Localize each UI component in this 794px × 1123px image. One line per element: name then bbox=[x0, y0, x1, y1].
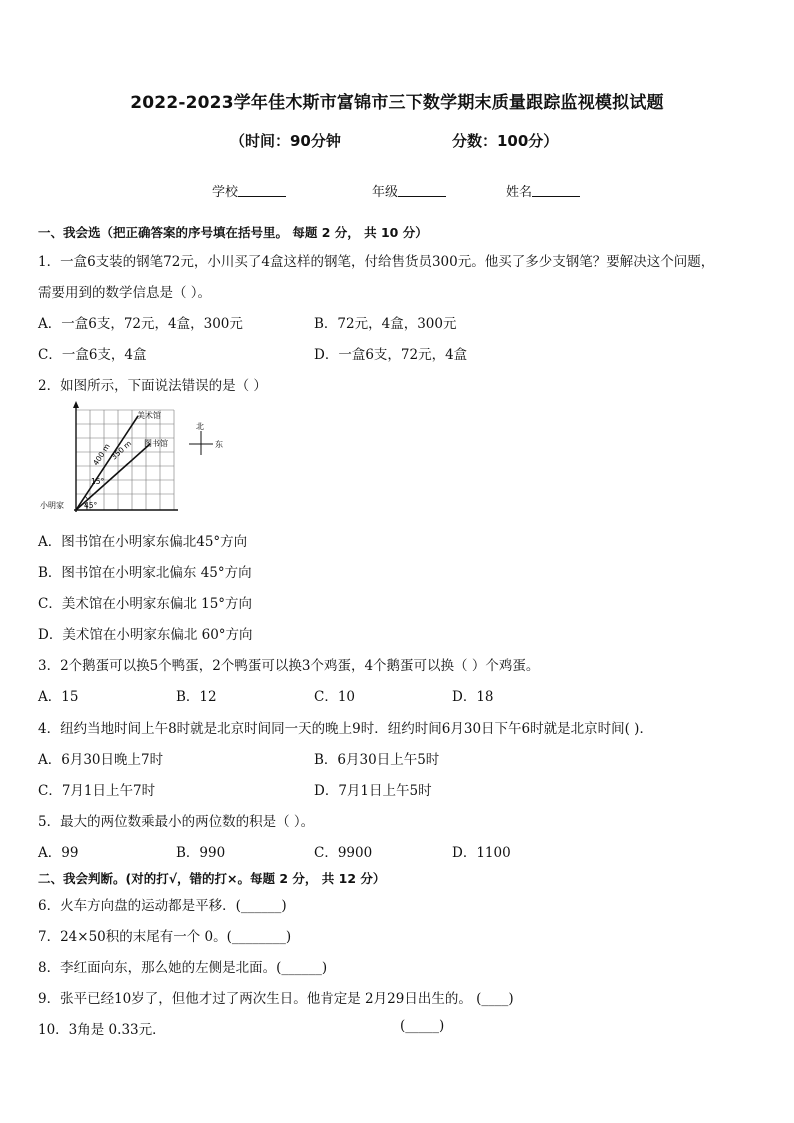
angle-45-label: 45° bbox=[84, 501, 98, 510]
q2-stem: 2．如图所示，下面说法错误的是（ ） bbox=[38, 378, 267, 394]
exam-time: （时间：90分钟 bbox=[230, 132, 341, 150]
distance-library-label: 350 m bbox=[109, 438, 134, 462]
q1-line2: 需要用到的数学信息是（ ）。 bbox=[38, 285, 212, 301]
judge-item-6: 6．火车方向盘的运动都是平移．(______) bbox=[38, 898, 287, 914]
page-title: 2022-2023学年佳木斯市富锦市三下数学期末质量跟踪监视模拟试题 bbox=[130, 93, 664, 113]
q3-option-a[interactable]: A．15 bbox=[38, 689, 79, 705]
q3-stem: 3．2个鹅蛋可以换5个鸭蛋，2个鸭蛋可以换3个鸡蛋，4个鹅蛋可以换（ ）个鸡蛋。 bbox=[38, 658, 540, 674]
judge-item-8: 8．李红面向东，那么她的左侧是北面。(______) bbox=[38, 960, 328, 976]
compass-icon bbox=[189, 421, 223, 455]
name-field bbox=[506, 181, 580, 200]
q3-option-c[interactable]: C．10 bbox=[314, 689, 356, 705]
school-label: 学校 bbox=[212, 185, 239, 200]
home-label: 小明家 bbox=[40, 501, 64, 510]
judge-item-10: 10．3角是 0.33元． bbox=[38, 1022, 166, 1038]
judge-item-10-blank[interactable]: (_____) bbox=[400, 1018, 445, 1034]
q3-option-d[interactable]: D．18 bbox=[452, 689, 494, 705]
direction-map-diagram bbox=[38, 400, 238, 518]
q5-stem: 5．最大的两位数乘最小的两位数的积是（ ）。 bbox=[38, 814, 315, 830]
judge-item-7: 7．24×50积的末尾有一个 0。(________) bbox=[38, 929, 292, 945]
q4-option-d[interactable]: D．7月1日上午5时 bbox=[314, 783, 432, 799]
q2-option-b[interactable]: B．图书馆在小明家北偏东 45°方向 bbox=[38, 565, 252, 581]
grade-label: 年级 bbox=[372, 185, 399, 200]
q1-option-b[interactable]: B．72元，4盒，300元 bbox=[314, 316, 457, 332]
judge-item-9: 9．张平已经10岁了，但他才过了两次生日。他肯定是 2月29日出生的。 (____) bbox=[38, 991, 514, 1007]
q4-stem: 4．纽约当地时间上午8时就是北京时间同一天的晚上9时．纽约时间6月30日下午6时就是北京时间( )． bbox=[38, 721, 653, 737]
name-blank[interactable] bbox=[532, 184, 580, 197]
library-label: 图书馆 bbox=[144, 439, 168, 448]
q5-option-c[interactable]: C．9900 bbox=[314, 845, 373, 861]
exam-score: 分数：100分） bbox=[452, 132, 559, 150]
grade-field bbox=[372, 181, 446, 200]
q4-option-c[interactable]: C．7月1日上午7时 bbox=[38, 783, 156, 799]
q5-option-a[interactable]: A．99 bbox=[38, 845, 79, 861]
compass-east-label: 东 bbox=[215, 440, 223, 449]
q4-option-a[interactable]: A．6月30日晚上7时 bbox=[38, 752, 164, 768]
section2-heading: 二、我会判断。(对的打√，错的打×。每题 2 分， 共 12 分） bbox=[38, 871, 386, 886]
q2-option-c[interactable]: C．美术馆在小明家东偏北 15°方向 bbox=[38, 596, 253, 612]
q5-option-b[interactable]: B．990 bbox=[176, 845, 226, 861]
q4-option-b[interactable]: B．6月30日上午5时 bbox=[314, 752, 440, 768]
angle-15-label: 15° bbox=[91, 477, 105, 486]
q1-option-c[interactable]: C．一盒6支，4盒 bbox=[38, 347, 147, 363]
q1-line1: 1．一盒6支装的钢笔72元，小川买了4盒这样的钢笔，付给售货员300元。他买了多少支钢笔？要解决这个问题， bbox=[38, 254, 715, 270]
name-label: 姓名 bbox=[506, 185, 533, 200]
school-field bbox=[212, 181, 286, 200]
q2-option-a[interactable]: A．图书馆在小明家东偏北45°方向 bbox=[38, 534, 248, 550]
q2-option-d[interactable]: D．美术馆在小明家东偏北 60°方向 bbox=[38, 627, 253, 643]
q1-option-d[interactable]: D．一盒6支，72元，4盒 bbox=[314, 347, 468, 363]
grade-blank[interactable] bbox=[398, 184, 446, 197]
section1-heading: 一、我会选（把正确答案的序号填在括号里。 每题 2 分， 共 10 分） bbox=[38, 225, 428, 240]
q5-option-d[interactable]: D．1100 bbox=[452, 845, 511, 861]
museum-label: 美术馆 bbox=[137, 411, 161, 420]
school-blank[interactable] bbox=[238, 184, 286, 197]
q1-option-a[interactable]: A．一盒6支，72元，4盒，300元 bbox=[38, 316, 243, 332]
compass-north-label: 北 bbox=[196, 422, 204, 431]
q3-option-b[interactable]: B．12 bbox=[176, 689, 217, 705]
distance-museum-label: 400 m bbox=[91, 442, 112, 468]
